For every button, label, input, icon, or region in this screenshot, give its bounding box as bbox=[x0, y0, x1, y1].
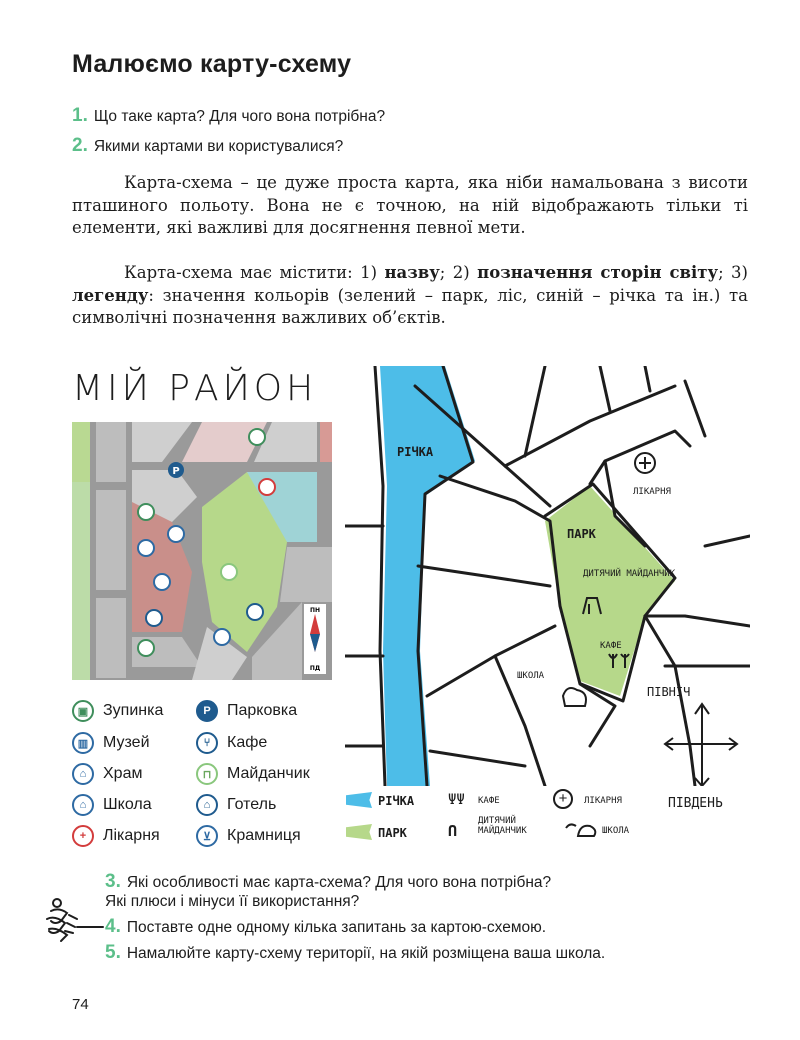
question-number: 2. bbox=[72, 135, 88, 156]
question-text: Які особливості має карта-схема? Для чого вона потрібна? bbox=[126, 874, 552, 891]
playground-legend-icon: Ո bbox=[448, 822, 458, 840]
question-text-cont: Які плюси і мінуси її використання? bbox=[105, 893, 360, 910]
south-label: ПІВДЕНЬ bbox=[668, 796, 723, 811]
legend-hotel: ⌂ Готель bbox=[196, 794, 276, 816]
hospital-icon: + bbox=[72, 825, 94, 847]
museum-icon: ▥ bbox=[72, 732, 94, 754]
page-number: 74 bbox=[72, 996, 89, 1013]
legend-park-label: ПАРК bbox=[378, 826, 407, 840]
svg-text:P: P bbox=[172, 466, 180, 477]
compass-cross bbox=[665, 704, 737, 786]
playground-label: ДИТЯЧИЙ МАЙДАНЧИК bbox=[583, 569, 676, 579]
paragraph-definition: Карта-схема – це дуже проста карта, яка ніби намальована з висоти пташиного польоту. Вона не є точною, на ній відображають тільки ті елементи, які важливі для досягнення певної мети. bbox=[72, 173, 748, 237]
cafe-icon: ⑂ bbox=[196, 732, 218, 754]
legend-cafe-label: КАФЕ bbox=[478, 796, 500, 806]
page-title: Малюємо карту-схему bbox=[72, 50, 352, 78]
cafe-legend-icon: ΨΨ bbox=[448, 792, 465, 808]
school-label: ШКОЛА bbox=[517, 671, 545, 681]
legend-river-label: РІЧКА bbox=[378, 794, 415, 808]
question-1 bbox=[72, 105, 385, 127]
question-text: Що таке карта? Для чого вона потрібна? bbox=[93, 108, 386, 125]
legend-temple: ⌂ Храм bbox=[72, 763, 142, 785]
question-text: Якими картами ви користувалися? bbox=[93, 138, 344, 155]
compass-south: ПД bbox=[309, 665, 321, 672]
compass-north: ПН bbox=[309, 607, 321, 614]
legend-bus: ▣ Зупинка bbox=[72, 700, 163, 722]
shop-icon: ⊻ bbox=[196, 825, 218, 847]
group-work-icon bbox=[45, 895, 105, 943]
legend-playground-label: ДИТЯЧИЙ МАЙДАНЧИК bbox=[478, 816, 527, 836]
school-map-icon bbox=[563, 688, 586, 706]
bus-icon: ▣ bbox=[72, 700, 94, 722]
question-text: Поставте одне одному кілька запитань за картою-схемою. bbox=[126, 919, 547, 936]
legend-school-label: ШКОЛА bbox=[602, 826, 630, 836]
question-number: 5. bbox=[105, 942, 121, 963]
playground-icon: ⊓ bbox=[196, 763, 218, 785]
my-district-title: МІЙ РАЙОН bbox=[72, 368, 318, 409]
school-legend-icon bbox=[564, 820, 598, 838]
temple-icon: ⌂ bbox=[72, 763, 94, 785]
hotel-icon: ⌂ bbox=[196, 794, 218, 816]
question-number: 3. bbox=[105, 871, 121, 892]
parking-icon: P bbox=[196, 700, 218, 722]
question-number: 4. bbox=[105, 916, 121, 937]
legend-shop: ⊻ Крамниця bbox=[196, 825, 301, 847]
river-swatch bbox=[346, 792, 372, 808]
question-3 bbox=[105, 872, 551, 911]
sketch-map bbox=[345, 366, 750, 786]
district-map bbox=[72, 422, 332, 680]
hospital-label: ЛІКАРНЯ bbox=[633, 487, 671, 497]
school-icon: ⌂ bbox=[72, 794, 94, 816]
question-number: 1. bbox=[72, 105, 88, 126]
hospital-legend-icon: + bbox=[553, 789, 573, 809]
question-2 bbox=[72, 135, 343, 157]
question-5 bbox=[105, 942, 605, 964]
park-swatch bbox=[346, 824, 372, 840]
legend-playground: ⊓ Майданчик bbox=[196, 763, 310, 785]
legend-school: ⌂ Школа bbox=[72, 794, 152, 816]
legend-hospital-label: ЛІКАРНЯ bbox=[584, 796, 622, 806]
question-text: Намалюйте карту-схему території, на якій розміщена ваша школа. bbox=[126, 945, 606, 962]
north-label: ПІВНІЧ bbox=[647, 685, 691, 699]
river-label: РІЧКА bbox=[397, 445, 434, 459]
question-4 bbox=[105, 916, 546, 938]
legend-hospital: + Лікарня bbox=[72, 825, 160, 847]
paragraph-requirements: Карта-схема має містити: 1) назву; 2) позначення сторін світу; 3) легенду: значення кольорів (зелений – парк, ліс, синій – річка та ін.) та символічні позначення важливих об’єктів. bbox=[72, 263, 748, 327]
legend-parking: P Парковка bbox=[196, 700, 297, 722]
park-label: ПАРК bbox=[567, 527, 596, 541]
legend-museum: ▥ Музей bbox=[72, 732, 150, 754]
legend-cafe: ⑂ Кафе bbox=[196, 732, 267, 754]
cafe-label: КАФЕ bbox=[600, 641, 622, 651]
